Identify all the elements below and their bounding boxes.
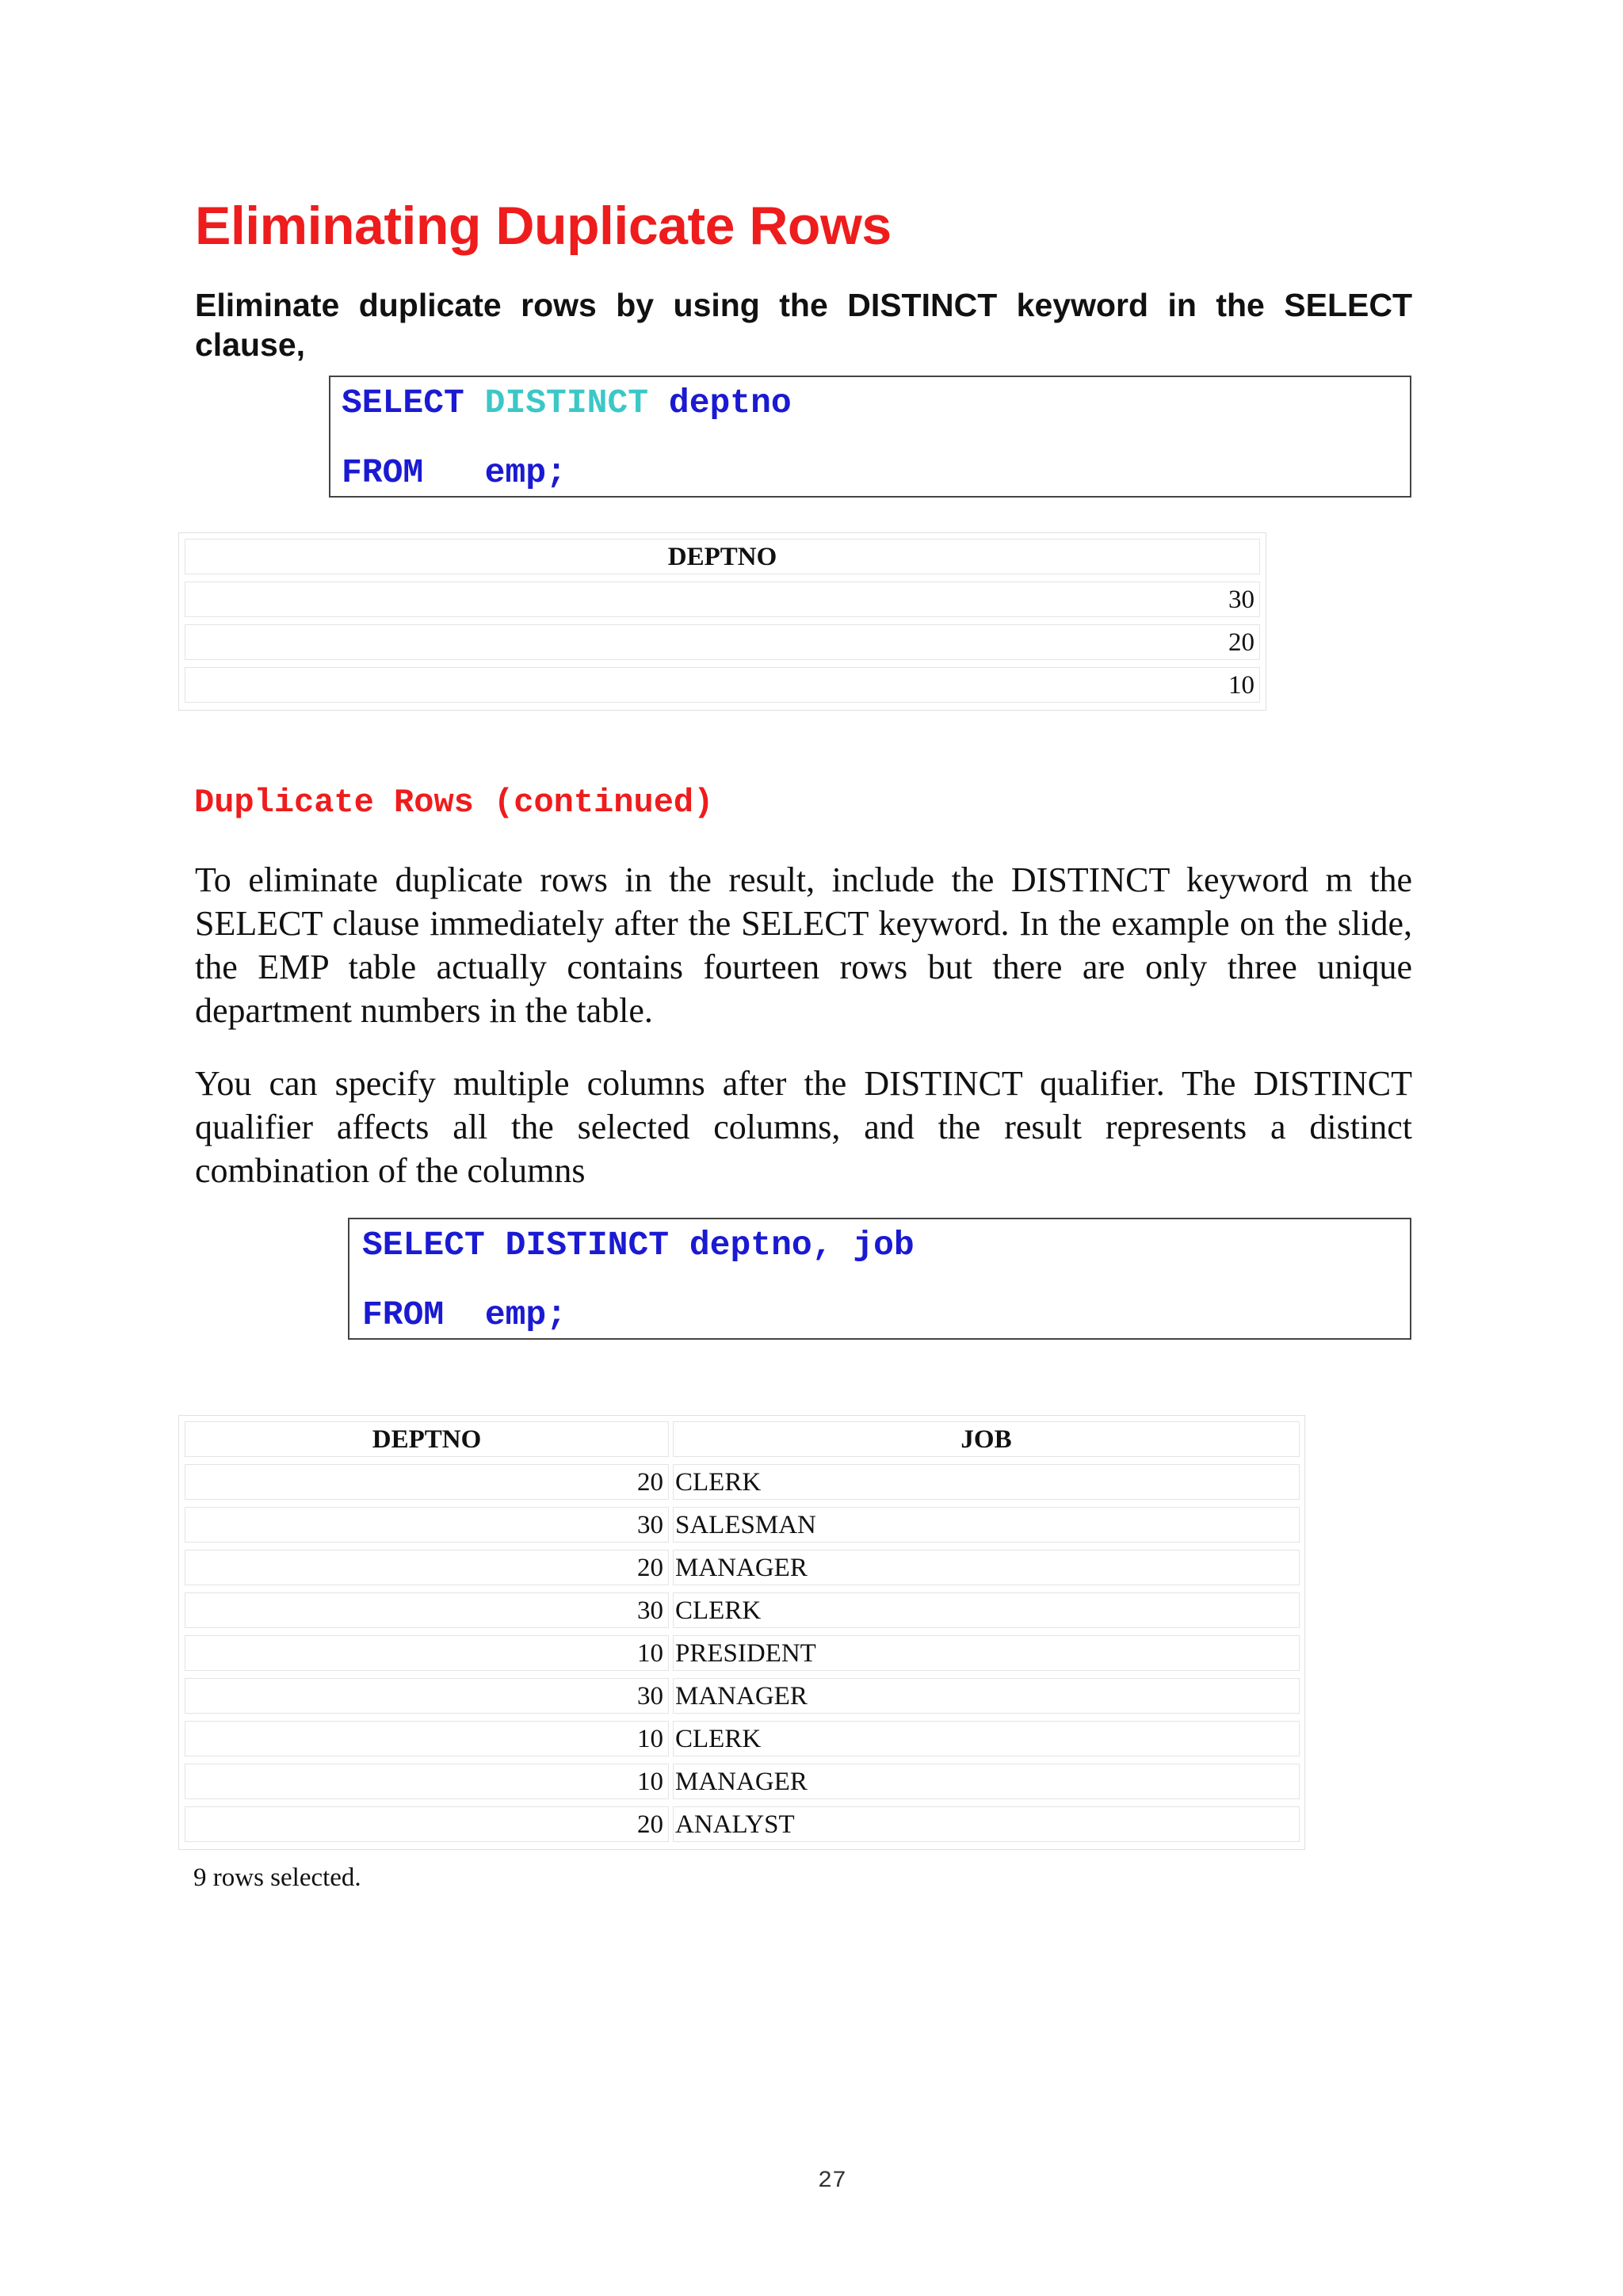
column-header-job: JOB (673, 1421, 1300, 1457)
column-header-deptno: DEPTNO (185, 539, 1260, 574)
table-cell-deptno: 30 (185, 1678, 669, 1714)
table-cell-job: CLERK (673, 1721, 1300, 1756)
sql-code-block-2 (348, 1218, 1411, 1340)
result-table-1 (178, 532, 1266, 711)
rows-selected-status: 9 rows selected. (193, 1863, 361, 1892)
table-cell-job: PRESIDENT (673, 1635, 1300, 1671)
table-cell-job: MANAGER (673, 1764, 1300, 1799)
body-paragraph-2: You can specify multiple columns after the DISTINCT qualifier. The DISTINCT qualifier affects all the selected columns, and the result represents a distinct combination of the columns (195, 1064, 1412, 1190)
table-row: 20 (185, 624, 1260, 660)
table-name: emp; (484, 453, 567, 492)
table-cell-job: MANAGER (673, 1550, 1300, 1585)
table-cell-deptno: 30 (185, 1507, 669, 1543)
table-cell-deptno: 30 (185, 1592, 669, 1628)
table-row: 30 (185, 582, 1260, 617)
table-name: emp; (484, 1295, 567, 1334)
table-cell-job: CLERK (673, 1464, 1300, 1500)
table-cell-job: SALESMAN (673, 1507, 1300, 1543)
code-line-select: SELECT DISTINCT deptno, job (362, 1226, 915, 1264)
table-cell-deptno: 20 (185, 1806, 669, 1842)
result-table-2 (178, 1415, 1305, 1850)
page-title: Eliminating Duplicate Rows (195, 196, 892, 256)
sql-code-block-1 (329, 376, 1411, 498)
table-row: 10 (185, 667, 1260, 703)
table-cell-deptno: 20 (185, 1464, 669, 1500)
table-cell-job: CLERK (673, 1592, 1300, 1628)
distinct-keyword: DISTINCT (484, 383, 649, 422)
column-name: deptno (668, 383, 792, 422)
column-header-deptno: DEPTNO (185, 1421, 669, 1457)
table-cell-deptno: 10 (185, 1635, 669, 1671)
select-keyword: SELECT (342, 383, 464, 422)
table-cell-job: MANAGER (673, 1678, 1300, 1714)
intro-text: Eliminate duplicate rows by using the DISTINCT keyword in the SELECT clause, (195, 287, 1412, 363)
section-subtitle: Duplicate Rows (continued) (194, 784, 714, 822)
code-line-from (342, 453, 567, 492)
code-line-select (342, 383, 792, 422)
body-paragraph-1: To eliminate duplicate rows in the result, include the DISTINCT keyword m the SELECT clause immediately after the SELECT keyword. In the example on the slide, the EMP table actually contains fourteen rows but there are only three unique department numbers in the table. (195, 860, 1412, 1030)
table-cell-deptno: 10 (185, 1764, 669, 1799)
table-cell-deptno: 10 (185, 1721, 669, 1756)
from-keyword: FROM (362, 1295, 445, 1334)
code-line-from (362, 1295, 567, 1334)
table-cell-job: ANALYST (673, 1806, 1300, 1842)
table-cell-deptno: 20 (185, 1550, 669, 1585)
page-number: 27 (817, 2168, 846, 2195)
from-keyword: FROM (342, 453, 424, 492)
